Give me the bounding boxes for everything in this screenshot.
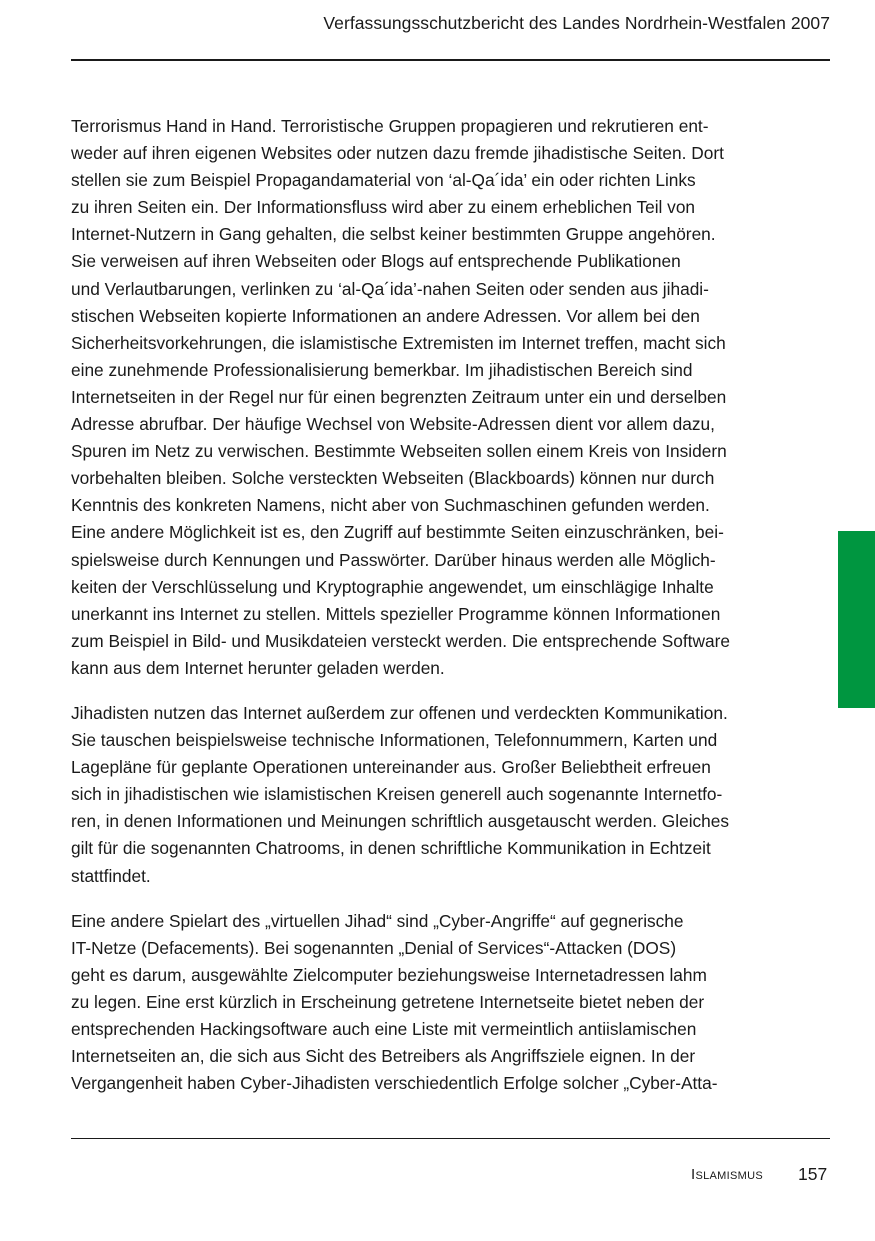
text-line: Vergangenheit haben Cyber-Jihadisten verschiedentlich Erfolge solcher „Cyber-Atta- xyxy=(71,1073,718,1094)
text-line: Internet-Nutzern in Gang gehalten, die selbst keiner bestimmten Gruppe angehören. xyxy=(71,224,716,245)
running-header-title: Verfassungsschutzbericht des Landes Nordrhein-Westfalen 2007 xyxy=(323,13,830,33)
footer-divider xyxy=(71,1138,830,1139)
text-line: stattfindet. xyxy=(71,865,151,886)
text-line: Sie verweisen auf ihren Webseiten oder Blogs auf entsprechende Publikationen xyxy=(71,251,681,272)
body-text xyxy=(71,113,816,1097)
text-line: Eine andere Möglichkeit ist es, den Zugriff auf bestimmte Seiten einzuschränken, bei- xyxy=(71,522,724,543)
text-line: entsprechenden Hackingsoftware auch eine Liste mit vermeintlich antiislamischen xyxy=(71,1019,697,1039)
text-line: zu legen. Eine erst kürzlich in Erscheinung getretene Internetseite bietet neben der xyxy=(71,991,705,1012)
text-line: unerkannt ins Internet zu stellen. Mittels spezieller Programme können Informationen xyxy=(71,603,721,624)
text-line: Terrorismus Hand in Hand. Terroristische Gruppen propagieren und rekrutieren ent- xyxy=(71,116,709,136)
paragraph xyxy=(71,700,816,890)
text-line: vorbehalten bleiben. Solche versteckten Webseiten (Blackboards) können nur durch xyxy=(71,468,715,489)
page-number: 157 xyxy=(798,1164,828,1184)
text-line: Jihadisten nutzen das Internet außerdem zur offenen und verdeckten Kommunikation. xyxy=(71,702,728,723)
chapter-color-tab xyxy=(838,531,875,708)
text-line: Lagepläne für geplante Operationen untereinander aus. Großer Beliebtheit erfreuen xyxy=(71,757,711,778)
text-line: gilt für die sogenannten Chatrooms, in denen schriftliche Kommunikation in Echtzeit xyxy=(71,838,711,859)
text-line: Eine andere Spielart des „virtuellen Jihad“ sind „Cyber-Angriffe“ auf gegnerische xyxy=(71,910,684,931)
text-line: geht es darum, ausgewählte Zielcomputer beziehungsweise Internetadressen lahm xyxy=(71,964,707,985)
text-line: sich in jihadistischen wie islamistischen Kreisen generell auch sogenannte Internetfo- xyxy=(71,784,723,805)
text-line: und Verlautbarungen, verlinken zu ‘al-Qa´ida’-nahen Seiten oder senden aus jihadi- xyxy=(71,278,709,299)
footer-section-label: Islamismus xyxy=(691,1166,763,1183)
text-line: zum Beispiel in Bild- und Musikdateien versteckt werden. Die entsprechende Software xyxy=(71,630,730,651)
text-line: kann aus dem Internet herunter geladen werden. xyxy=(71,657,445,678)
text-line: stischen Webseiten kopierte Informationen an andere Adressen. Vor allem bei den xyxy=(71,305,700,326)
text-line: Adresse abrufbar. Der häufige Wechsel von Website-Adressen dient vor allem dazu, xyxy=(71,414,715,435)
paragraph xyxy=(71,908,816,1098)
text-line: IT-Netze (Defacements). Bei sogenannten „Denial of Services“-Attacken (DOS) xyxy=(71,937,677,958)
text-line: ren, in denen Informationen und Meinungen schriftlich ausgetauscht werden. Gleiches xyxy=(71,811,730,832)
text-line: Kenntnis des konkreten Namens, nicht aber von Suchmaschinen gefunden werden. xyxy=(71,495,710,516)
text-line: keiten der Verschlüsselung und Kryptographie angewendet, um einschlägige Inhalte xyxy=(71,576,714,597)
text-line: spielsweise durch Kennungen und Passwörter. Darüber hinaus werden alle Möglich- xyxy=(71,549,716,570)
text-line: zu ihren Seiten ein. Der Informationsfluss wird aber zu einem erheblichen Teil von xyxy=(71,197,696,218)
paragraph xyxy=(71,113,816,682)
text-line: stellen sie zum Beispiel Propagandamaterial von ‘al-Qa´ida’ ein oder richten Links xyxy=(71,170,696,191)
text-line: eine zunehmende Professionalisierung bemerkbar. Im jihadistischen Bereich sind xyxy=(71,359,693,380)
text-line: Internetseiten an, die sich aus Sicht des Betreibers als Angriffsziele eignen. In der xyxy=(71,1046,696,1067)
header-divider xyxy=(71,59,830,61)
text-line: Internetseiten in der Regel nur für einen begrenzten Zeitraum unter ein und derselben xyxy=(71,386,727,407)
text-line: weder auf ihren eigenen Websites oder nutzen dazu fremde jihadistische Seiten. Dort xyxy=(71,143,724,164)
text-line: Sie tauschen beispielsweise technische Informationen, Telefonnummern, Karten und xyxy=(71,730,718,751)
text-line: Sicherheitsvorkehrungen, die islamistische Extremisten im Internet treffen, macht sich xyxy=(71,332,726,353)
text-line: Spuren im Netz zu verwischen. Bestimmte Webseiten sollen einem Kreis von Insidern xyxy=(71,441,727,462)
